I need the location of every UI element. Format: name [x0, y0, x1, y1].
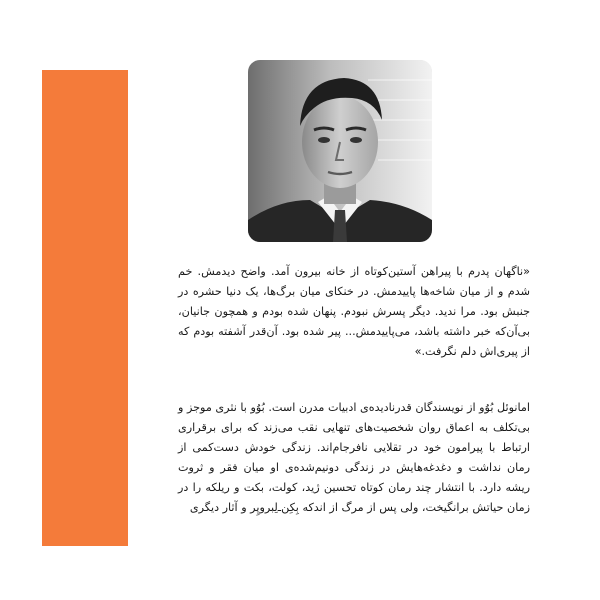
- bio-block: [178, 398, 530, 518]
- quote-text: «ناگهان پدرم با پیراهن آستین‌کوتاه از خانه بیرون آمد. واضح دیدمش. خم شدم و از میان شاخه‌ها پاییدمش. در خنکای میان برگ‌ها، یک دنیا حشره در جنبش بود. مرا ندید. دیگر پسرش نبودم. پنهان شده بودم و همچون جانیان، بی‌آن‌که خبر داشته باشد، می‌پاییدمش... پیر شده بود. آن‌قدر آشفته بودم که از پیری‌اش دلم نگرفت.»: [178, 265, 530, 358]
- portrait-photo: [248, 60, 432, 242]
- orange-accent-bar: [42, 70, 128, 546]
- bio-text: امانوئل بُوُو از نویسندگان قدرنادیده‌ی ادبیات مدرن است. بُوُو با نثری موجز و بی‌تکلف به اعماق روان شخصیت‌های تنهایی نقب می‌زند که برای برقراری ارتباط با پیرامون خود در تقلایی نافرجام‌اند. زندگی خودش دست‌کمی از رمان نداشت و دغدغه‌هایش در زندگی دونیم‌شده‌ی او میان فقر و ثروت ریشه دارد. با انتشار چند رمان کوتاه تحسین ژید، کولت، بکت و ریلکه را در زمان حیاتش برانگیخت، ولی پس از مرگ از اندکه بِکِن‌ـ‌لِبروپِر و آثار دیگری: [178, 401, 530, 514]
- author-portrait: [248, 60, 432, 242]
- quote-block: [178, 262, 530, 362]
